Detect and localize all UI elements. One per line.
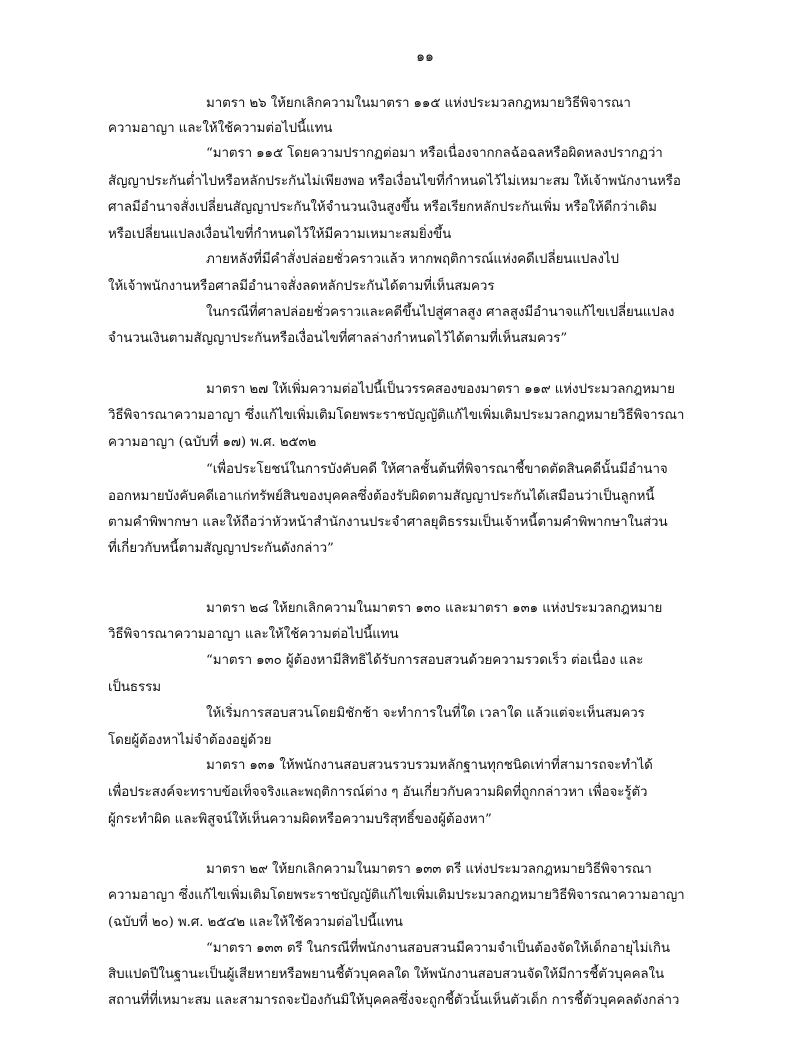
text-line: ความอาญา (ฉบับที่ ๑๗) พ.ศ. ๒๕๓๒ xyxy=(108,435,317,450)
page-number: ๑๑ xyxy=(416,49,434,65)
text-line: สิบแปดปีในฐานะเป็นผู้เสียหายหรือพยานชี้ตัวบุคคลใด ให้พนักงานสอบสวนจัดให้มีการชี้ตัวบุคคลใน xyxy=(108,967,665,982)
text-line: ความอาญา ซึ่งแก้ไขเพิ่มเติมโดยพระราชบัญญัติแก้ไขเพิ่มเติมประมวลกฎหมายวิธีพิจารณาความอาญา xyxy=(108,888,685,903)
text-line: วิธีพิจารณาความอาญา และให้ใช้ความต่อไปนี้แทน xyxy=(108,627,399,642)
text-line: หรือเปลี่ยนแปลงเงื่อนไขที่กำหนดไว้ให้มีความเหมาะสมยิ่งขึ้น xyxy=(108,227,452,242)
text-line: จำนวนเงินตามสัญญาประกันหรือเงื่อนไขที่ศาลล่างกำหนดไว้ได้ตามที่เห็นสมควร” xyxy=(108,331,568,346)
text-line: ภายหลังที่มีคำสั่งปล่อยชั่วคราวแล้ว หากพฤติการณ์แห่งคดีเปลี่ยนแปลงไป xyxy=(206,252,619,267)
text-line: ให้เริ่มการสอบสวนโดยมิชักช้า จะทำการในที่ใด เวลาใด แล้วแต่จะเห็นสมควร xyxy=(206,706,645,721)
text-line: สัญญาประกันต่ำไปหรือหลักประกันไม่เพียงพอ หรือเงื่อนไขที่กำหนดไว้ไม่เหมาะสม ให้เจ้าพนักงานหรือ xyxy=(108,174,681,189)
text-line: เพื่อประสงค์จะทราบข้อเท็จจริงและพฤติการณ์ต่าง ๆ อันเกี่ยวกับความผิดที่ถูกกล่าวหา เพื่อจะรู้ตัว xyxy=(108,785,648,800)
text-line: “มาตรา ๑๓๓ ตรี ในกรณีที่พนักงานสอบสวนมีความจำเป็นต้องจัดให้เด็กอายุไม่เกิน xyxy=(206,941,670,956)
text-line: ตามคำพิพากษา และให้ถือว่าหัวหน้าสำนักงานประจำศาลยุติธรรมเป็นเจ้าหนี้ตามคำพิพากษาในส่วน xyxy=(108,515,668,530)
text-line: ผู้กระทำผิด และพิสูจน์ให้เห็นความผิดหรือความบริสุทธิ์ของผู้ต้องหา” xyxy=(108,812,492,827)
text-line: มาตรา ๒๘ ให้ยกเลิกความในมาตรา ๑๓๐ และมาตรา ๑๓๑ แห่งประมวลกฎหมาย xyxy=(206,601,663,616)
text-line: (ฉบับที่ ๒๐) พ.ศ. ๒๕๔๒ และให้ใช้ความต่อไปนี้แทน xyxy=(108,915,403,930)
text-line: มาตรา ๒๙ ให้ยกเลิกความในมาตรา ๑๓๓ ตรี แห่งประมวลกฎหมายวิธีพิจารณา xyxy=(206,862,652,877)
text-line: วิธีพิจารณาความอาญา ซึ่งแก้ไขเพิ่มเติมโดยพระราชบัญญัติแก้ไขเพิ่มเติมประมวลกฎหมายวิธีพิจารณา xyxy=(108,408,685,423)
text-line: เป็นธรรม xyxy=(108,680,161,695)
text-line: สถานที่ที่เหมาะสม และสามารถจะป้องกันมิให้บุคคลซึ่งจะถูกชี้ตัวนั้นเห็นตัวเด็ก การชี้ตัวบุคคลดังกล่าว xyxy=(108,993,680,1008)
text-line: มาตรา ๒๗ ให้เพิ่มความต่อไปนี้เป็นวรรคสองของมาตรา ๑๑๙ แห่งประมวลกฎหมาย xyxy=(206,382,675,397)
text-line: ความอาญา และให้ใช้ความต่อไปนี้แทน xyxy=(108,121,333,136)
text-line: “เพื่อประโยชน์ในการบังคับคดี ให้ศาลชั้นต้นที่พิจารณาชี้ขาดตัดสินคดีนั้นมีอำนาจ xyxy=(206,462,668,477)
text-line: มาตรา ๑๓๑ ให้พนักงานสอบสวนรวบรวมหลักฐานทุกชนิดเท่าที่สามารถจะทำได้ xyxy=(206,758,653,773)
text-line: “มาตรา ๑๓๐ ผู้ต้องหามีสิทธิได้รับการสอบสวนด้วยความรวดเร็ว ต่อเนื่อง และ xyxy=(206,653,644,668)
text-line: ออกหมายบังคับคดีเอาแก่ทรัพย์สินของบุคคลซึ่งต้องรับผิดตามสัญญาประกันได้เสมือนว่าเป็นลูกหนี้ xyxy=(108,489,655,504)
text-line: ที่เกี่ยวกับหนี้ตามสัญญาประกันดังกล่าว” xyxy=(108,541,334,556)
text-line: โดยผู้ต้องหาไม่จำต้องอยู่ด้วย xyxy=(108,733,272,748)
text-line: ศาลมีอำนาจสั่งเปลี่ยนสัญญาประกันให้จำนวนเงินสูงขึ้น หรือเรียกหลักประกันเพิ่ม หรือให้ดีกว่าเดิม xyxy=(108,200,657,215)
text-line: มาตรา ๒๖ ให้ยกเลิกความในมาตรา ๑๑๕ แห่งประมวลกฎหมายวิธีพิจารณา xyxy=(206,96,631,111)
text-line: “มาตรา ๑๑๕ โดยความปรากฏต่อมา หรือเนื่องจากกลฉ้อฉลหรือผิดหลงปรากฏว่า xyxy=(206,146,663,161)
text-line: ในกรณีที่ศาลปล่อยชั่วคราวและคดีขึ้นไปสู่ศาลสูง ศาลสูงมีอำนาจแก้ไขเปลี่ยนแปลง xyxy=(206,305,675,320)
text-line: ให้เจ้าพนักงานหรือศาลมีอำนาจสั่งลดหลักประกันได้ตามที่เห็นสมควร xyxy=(108,279,495,294)
